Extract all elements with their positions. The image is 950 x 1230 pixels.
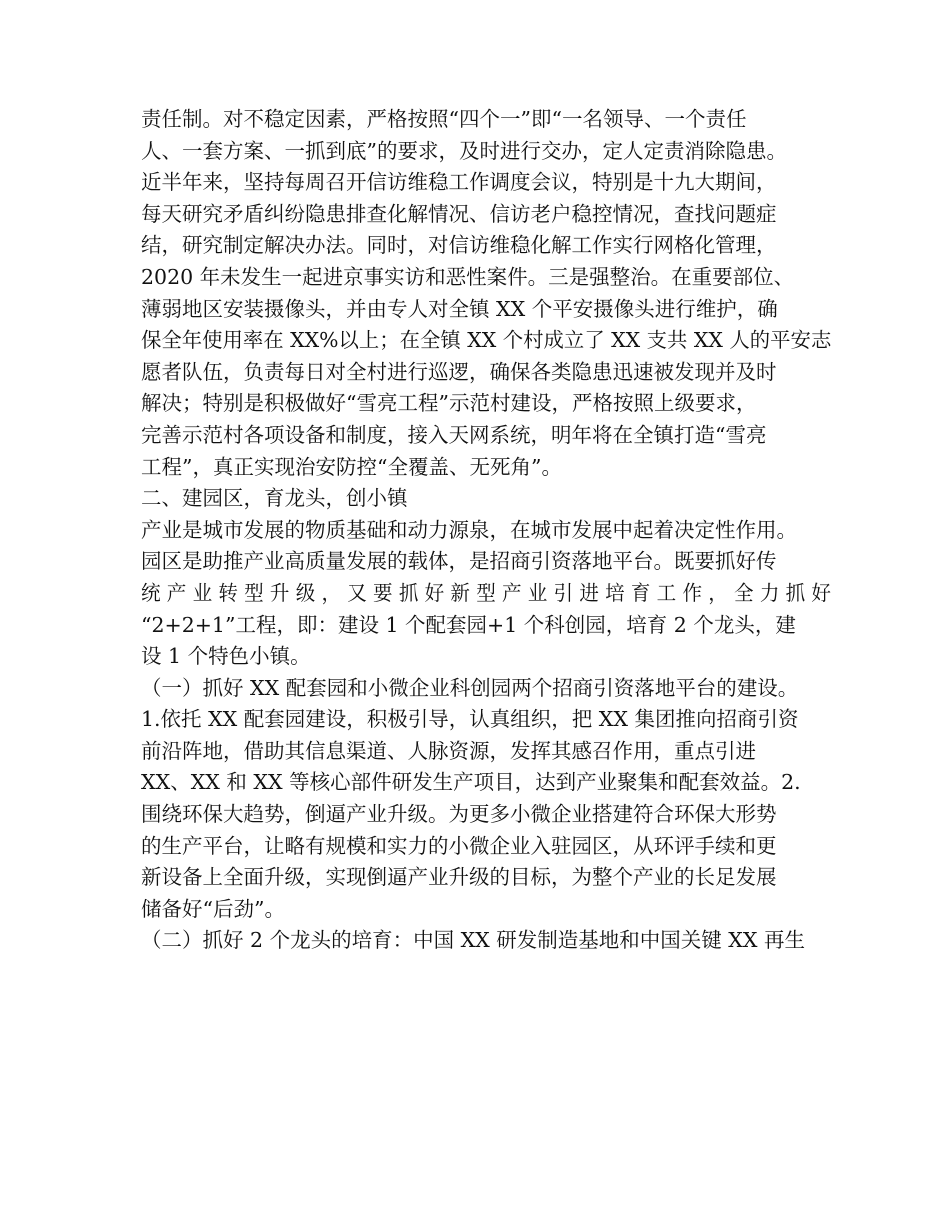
- text-line: 每天研究矛盾纠纷隐患排查化解情况、信访老户稳控情况，查找问题症: [141, 201, 777, 226]
- text-line: 责任制。对不稳定因素，严格按照“四个一”即“一名领导、一个责任: [141, 107, 747, 131]
- text-line: 解决；特别是积极做好“雪亮工程”示范村建设，严格按照上级要求，: [141, 391, 757, 416]
- text-line: 的生产平台，让略有规模和实力的小微企业入驻园区，从环评手续和更: [141, 833, 777, 858]
- text-line: 围绕环保大趋势，倒逼产业升级。为更多小微企业搭建符合环保大形势: [141, 802, 777, 827]
- text-line: 近半年来，坚持每周召开信访维稳工作调度会议，特别是十九大期间，: [141, 170, 777, 195]
- text-line: 1.依托 XX 配套园建设，积极引导，认真组织，把 XX 集团推向招商引资: [141, 707, 799, 732]
- text-line: 工程”，真正实现治安防控“全覆盖、无死角”。: [141, 454, 562, 479]
- text-line: 二、建园区，育龙头，创小镇: [141, 486, 408, 511]
- text-line: 愿者队伍，负责每日对全村进行巡逻，确保各类隐患迅速被发现并及时: [141, 359, 777, 384]
- text-line: 储备好“后劲”。: [141, 896, 285, 921]
- text-line: 完善示范村各项设备和制度，接入天网系统，明年将在全镇打造“雪亮: [141, 422, 767, 447]
- document-body: [141, 104, 832, 957]
- text-line: 园区是助推产业高质量发展的载体，是招商引资落地平台。既要抓好传: [141, 549, 777, 574]
- text-line: XX、XX 和 XX 等核心部件研发生产项目，达到产业聚集和配套效益。2.: [141, 770, 801, 795]
- text-line: 设 1 个特色小镇。: [141, 644, 311, 669]
- text-line: 新设备上全面升级，实现倒逼产业升级的目标，为整个产业的长足发展: [141, 865, 777, 890]
- text-line: （二）抓好 2 个龙头的培育：中国 XX 研发制造基地和中国关键 XX 再生: [141, 928, 806, 953]
- text-line: 保全年使用率在 XX%以上；在全镇 XX 个村成立了 XX 支共 XX 人的平安志: [141, 328, 832, 353]
- text-line: （一）抓好 XX 配套园和小微企业科创园两个招商引资落地平台的建设。: [141, 675, 799, 700]
- text-line: 产业是城市发展的物质基础和动力源泉，在城市发展中起着决定性作用。: [141, 517, 797, 542]
- text-line: 统 产 业 转 型 升 级 ， 又 要 抓 好 新 型 产 业 引 进 培 育 工 作 ， 全 力 抓 好: [141, 580, 831, 605]
- text-line: 薄弱地区安装摄像头，并由专人对全镇 XX 个平安摄像头进行维护，确: [141, 296, 778, 321]
- text-line: 结，研究制定解决办法。同时，对信访维稳化解工作实行网格化管理，: [141, 233, 777, 258]
- text-line: 2020 年未发生一起进京事实访和恶性案件。三是强整治。在重要部位、: [141, 264, 795, 289]
- text-line: 前沿阵地，借助其信息渠道、人脉资源，发挥其感召作用，重点引进: [141, 738, 756, 763]
- text-line: 人、一套方案、一抓到底”的要求，及时进行交办，定人定责消除隐患。: [141, 138, 787, 163]
- text-line: “2+2+1”工程，即：建设 1 个配套园+1 个科创园，培育 2 个龙头，建: [141, 612, 796, 637]
